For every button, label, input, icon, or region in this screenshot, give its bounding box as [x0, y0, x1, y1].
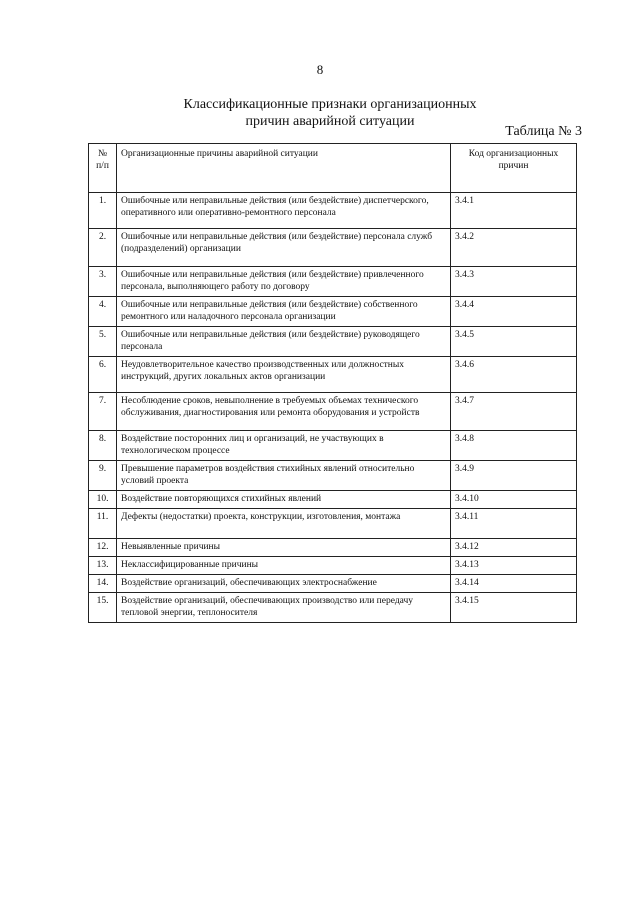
table-label: Таблица № 3 — [505, 124, 582, 139]
row-number: 4. — [89, 297, 117, 327]
row-code: 3.4.11 — [451, 509, 577, 539]
row-number: 7. — [89, 393, 117, 431]
row-description: Воздействие организаций, обеспечивающих производство или передачу тепловой энергии, теплоносителя — [117, 593, 451, 623]
table-header-row — [89, 144, 577, 193]
row-number: 14. — [89, 575, 117, 593]
row-code: 3.4.15 — [451, 593, 577, 623]
row-code: 3.4.1 — [451, 193, 577, 229]
row-number: 15. — [89, 593, 117, 623]
document-title — [150, 96, 510, 130]
table-row — [89, 593, 577, 623]
row-number: 10. — [89, 491, 117, 509]
row-number: 12. — [89, 539, 117, 557]
row-description: Несоблюдение сроков, невыполнение в требуемых объемах технического обслуживания, диагностирования или ремонта оборудования и устройств — [117, 393, 451, 431]
row-code: 3.4.3 — [451, 267, 577, 297]
row-description: Ошибочные или неправильные действия (или бездействие) диспетчерского, оперативного или оперативно-ремонтного персонала — [117, 193, 451, 229]
row-description: Неудовлетворительное качество производственных или должностных инструкций, других локальных актов организации — [117, 357, 451, 393]
table-row — [89, 193, 577, 229]
row-code: 3.4.14 — [451, 575, 577, 593]
row-description: Воздействие повторяющихся стихийных явлений — [117, 491, 451, 509]
row-code: 3.4.12 — [451, 539, 577, 557]
table-row — [89, 431, 577, 461]
table-row — [89, 509, 577, 539]
table-row — [89, 267, 577, 297]
row-description: Дефекты (недостатки) проекта, конструкции, изготовления, монтажа — [117, 509, 451, 539]
table-row — [89, 461, 577, 491]
row-code: 3.4.5 — [451, 327, 577, 357]
row-code: 3.4.6 — [451, 357, 577, 393]
row-description: Превышение параметров воздействия стихийных явлений относительно условий проекта — [117, 461, 451, 491]
table-row — [89, 491, 577, 509]
row-number: 8. — [89, 431, 117, 461]
row-code: 3.4.2 — [451, 229, 577, 267]
row-description: Неклассифицированные причины — [117, 557, 451, 575]
row-number: 6. — [89, 357, 117, 393]
classification-table — [88, 143, 577, 623]
row-code: 3.4.4 — [451, 297, 577, 327]
table-row — [89, 393, 577, 431]
title-line-1: Классификационные признаки организационных — [183, 97, 477, 112]
header-description: Организационные причины аварийной ситуации — [117, 144, 451, 193]
table-row — [89, 575, 577, 593]
row-code: 3.4.10 — [451, 491, 577, 509]
row-code: 3.4.8 — [451, 431, 577, 461]
table-row — [89, 557, 577, 575]
row-number: 13. — [89, 557, 117, 575]
row-code: 3.4.13 — [451, 557, 577, 575]
row-number: 5. — [89, 327, 117, 357]
table-row — [89, 297, 577, 327]
row-description: Ошибочные или неправильные действия (или бездействие) руководящего персонала — [117, 327, 451, 357]
row-number: 2. — [89, 229, 117, 267]
row-code: 3.4.7 — [451, 393, 577, 431]
row-description: Ошибочные или неправильные действия (или бездействие) собственного ремонтного или наладочного персонала организации — [117, 297, 451, 327]
row-description: Ошибочные или неправильные действия (или бездействие) персонала служб (подразделений) организации — [117, 229, 451, 267]
row-number: 3. — [89, 267, 117, 297]
title-line-2: причин аварийной ситуации — [245, 114, 415, 129]
row-number: 11. — [89, 509, 117, 539]
row-description: Ошибочные или неправильные действия (или бездействие) привлеченного персонала, выполняющего работу по договору — [117, 267, 451, 297]
row-description: Воздействие организаций, обеспечивающих электроснабжение — [117, 575, 451, 593]
row-number: 9. — [89, 461, 117, 491]
row-description: Невыявленные причины — [117, 539, 451, 557]
table-row — [89, 357, 577, 393]
row-number: 1. — [89, 193, 117, 229]
table-row — [89, 229, 577, 267]
table-row — [89, 539, 577, 557]
row-description: Воздействие посторонних лиц и организаций, не участвующих в технологическом процессе — [117, 431, 451, 461]
page-number: 8 — [316, 62, 324, 77]
table-row — [89, 327, 577, 357]
row-code: 3.4.9 — [451, 461, 577, 491]
header-number: № п/п — [89, 144, 117, 193]
header-code: Код организационных причин — [451, 144, 577, 193]
